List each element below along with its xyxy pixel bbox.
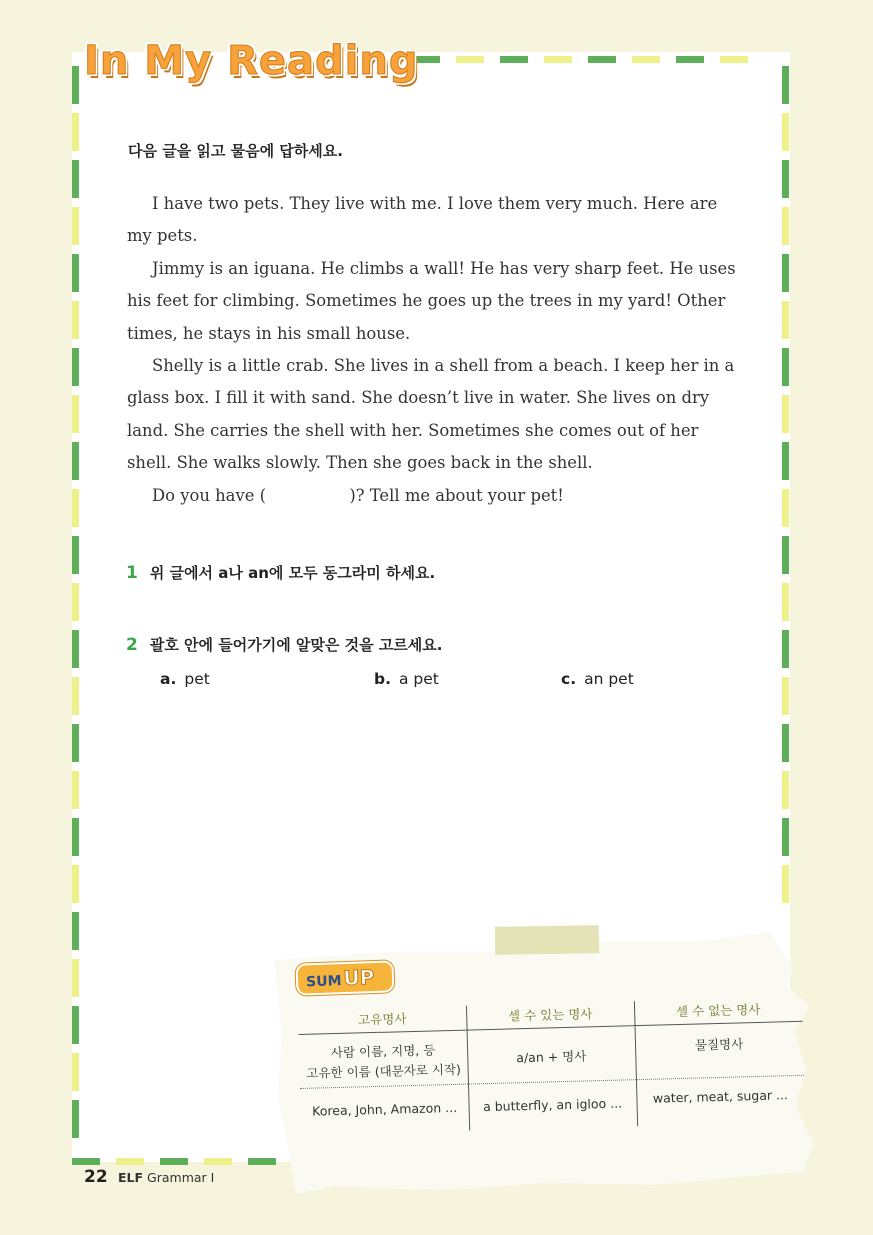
book-subtitle: Grammar I — [147, 1170, 215, 1185]
border-dash — [72, 1158, 100, 1165]
border-dash — [782, 818, 789, 856]
choice-text: an pet — [584, 670, 634, 688]
table-cell: 사람 이름, 지명, 등 — [330, 1042, 436, 1061]
border-dash — [782, 160, 789, 198]
border-dash — [782, 771, 789, 809]
choice-a[interactable] — [160, 670, 210, 688]
table-cell: water, meat, sugar ... — [652, 1087, 789, 1106]
choice-letter: a. — [160, 670, 177, 688]
border-dash — [782, 301, 789, 339]
table-cell: a butterfly, an igloo ... — [482, 1095, 623, 1115]
border-dash — [782, 207, 789, 245]
badge-sum: SUM — [305, 973, 342, 991]
border-dash — [72, 301, 79, 339]
border-dash — [160, 1158, 188, 1165]
border-dash — [782, 724, 789, 762]
border-dash — [72, 254, 79, 292]
passage-paragraph: Do you have ( )? Tell me about your pet! — [152, 485, 564, 505]
border-dash — [782, 113, 789, 151]
question-text: 괄호 안에 들어가기에 알맞은 것을 고르세요. — [149, 636, 443, 654]
border-dash — [72, 818, 79, 856]
choice-letter: c. — [561, 670, 577, 688]
column-header: 셀 수 있는 명사 — [507, 1006, 593, 1024]
border-dash — [72, 395, 79, 433]
border-dash — [782, 677, 789, 715]
border-dash — [72, 912, 79, 950]
border-dash — [116, 1158, 144, 1165]
passage-paragraph: Shelly is a little crab. She lives in a shell from a beach. I keep her in a glass box. I fill it with sand. She doesn’t live in water. She lives on dry land. She carries the shell with her. Sometimes she comes out of her shell. She walks slowly. Then she goes back in the shell. — [127, 356, 735, 473]
border-dash — [248, 1158, 276, 1165]
border-dash — [204, 1158, 232, 1165]
border-dash — [632, 56, 660, 63]
choice-c[interactable] — [561, 670, 634, 688]
border-dash — [782, 489, 789, 527]
passage-paragraph: I have two pets. They live with me. I love them very much. Here are my pets. — [127, 194, 718, 246]
book-label — [118, 1170, 214, 1185]
border-dash — [544, 56, 572, 63]
border-dash — [72, 1053, 79, 1091]
column-header: 셀 수 없는 명사 — [675, 1001, 761, 1020]
choice-text: a pet — [398, 670, 439, 688]
column-header: 고유명사 — [357, 1011, 407, 1028]
border-dash — [72, 583, 79, 621]
border-dash — [72, 66, 79, 104]
border-dash — [782, 395, 789, 433]
border-dash — [782, 348, 789, 386]
border-dash — [72, 160, 79, 198]
page-number: 22 — [84, 1167, 108, 1187]
border-dash — [72, 207, 79, 245]
table-cell: 고유한 이름 (대문자로 시작) — [306, 1061, 462, 1081]
border-dash — [72, 771, 79, 809]
question-2 — [126, 634, 442, 655]
border-dash — [72, 348, 79, 386]
sum-up-table — [298, 997, 805, 1140]
border-dash — [782, 583, 789, 621]
border-dash — [782, 66, 789, 104]
border-dash — [72, 536, 79, 574]
border-dash — [72, 442, 79, 480]
border-dash — [72, 724, 79, 762]
instruction-text: 다음 글을 읽고 물음에 답하세요. — [128, 142, 343, 160]
page-title: In My Reading — [84, 38, 419, 84]
border-dash — [720, 56, 748, 63]
border-dash — [782, 254, 789, 292]
tape — [495, 925, 599, 955]
reading-passage — [127, 188, 747, 512]
passage-paragraph: Jimmy is an iguana. He climbs a wall! He has very sharp feet. He uses his feet for climbing. Sometimes he goes up the trees in my yard! Other times, he stays in his small house. — [127, 258, 736, 343]
question-number: 2 — [126, 635, 138, 655]
border-dash — [72, 113, 79, 151]
table-cell: a/an + 명사 — [516, 1048, 587, 1066]
choice-b[interactable] — [374, 670, 439, 688]
border-dash — [72, 1006, 79, 1044]
border-dash — [456, 56, 484, 63]
border-dash — [72, 677, 79, 715]
border-dash — [72, 865, 79, 903]
badge-up: UP — [342, 964, 375, 991]
border-dash — [782, 536, 789, 574]
border-dash — [676, 56, 704, 63]
border-dash — [72, 630, 79, 668]
border-dash — [72, 489, 79, 527]
border-dash — [72, 1100, 79, 1138]
book-name: ELF — [118, 1170, 144, 1185]
question-1 — [126, 562, 435, 583]
choice-text: pet — [184, 670, 210, 688]
question-text: 위 글에서 a나 an에 모두 동그라미 하세요. — [149, 564, 436, 582]
border-dash — [782, 442, 789, 480]
sum-up-badge — [295, 960, 394, 995]
border-dash — [500, 56, 528, 63]
table-cell: Korea, John, Amazon ... — [311, 1099, 458, 1119]
table-cell: 물질명사 — [694, 1036, 744, 1053]
border-dash — [782, 630, 789, 668]
question-number: 1 — [126, 563, 138, 583]
border-dash — [588, 56, 616, 63]
choice-letter: b. — [374, 670, 391, 688]
border-dash — [782, 865, 789, 903]
border-dash — [72, 959, 79, 997]
